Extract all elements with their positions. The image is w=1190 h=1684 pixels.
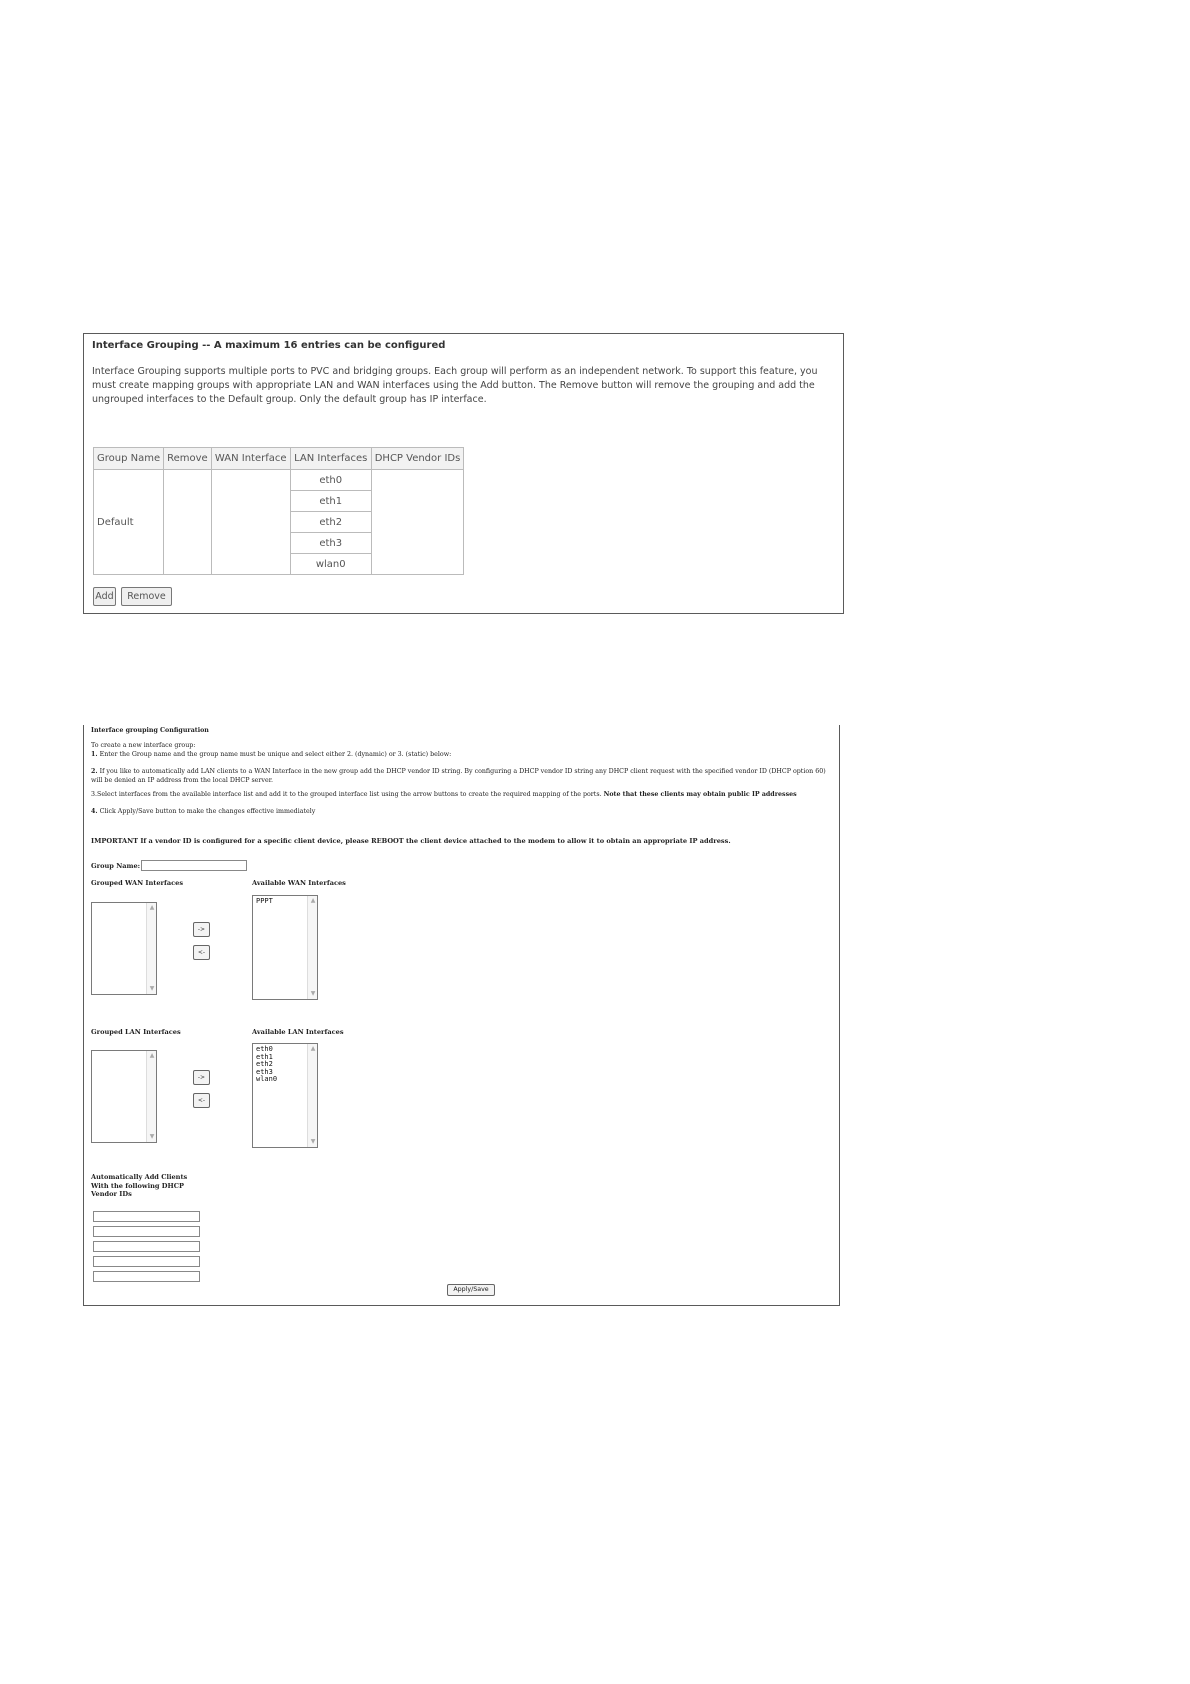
panel-description: Interface Grouping supports multiple ports to PVC and bridging groups. Each group will perform as an independent network. To support this feature, you must create mapping groups with appropriate LAN and WAN interfaces using the Add button. The Remove button will remove the grouping and add the ungrouped interfaces to the Default group. Only the default group has IP interface. <box>92 366 818 405</box>
scrollbar[interactable] <box>146 1051 156 1142</box>
scroll-up-icon[interactable]: ▲ <box>149 1052 155 1059</box>
remove-button[interactable]: Remove <box>121 587 172 606</box>
auto-add-clients-label: Automatically Add Clients With the following DHCP Vendor IDs <box>91 1173 188 1198</box>
scrollbar[interactable] <box>146 903 156 994</box>
step-4-number: 4. <box>91 808 98 815</box>
config-intro: To create a new interface group: <box>91 742 196 749</box>
scroll-down-icon[interactable]: ▼ <box>310 1138 316 1145</box>
step-4 <box>91 808 315 815</box>
col-lan-interfaces: LAN Interfaces <box>290 448 371 470</box>
scroll-down-icon[interactable]: ▼ <box>149 1133 155 1140</box>
col-group-name: Group Name <box>94 448 164 470</box>
config-title: Interface grouping Configuration <box>91 727 209 734</box>
available-lan-listbox[interactable] <box>252 1043 318 1148</box>
list-option[interactable]: PPPT <box>256 897 273 905</box>
scrollbar[interactable] <box>307 896 317 999</box>
group-name-cell: Default <box>94 470 164 575</box>
grouped-lan-listbox[interactable] <box>91 1050 157 1143</box>
scroll-down-icon[interactable]: ▼ <box>310 990 316 997</box>
important-notice: IMPORTANT If a vendor ID is configured for a specific client device, please REBOOT the client device attached to the modem to allow it to obtain an appropriate IP address. <box>91 837 731 845</box>
step-2 <box>91 767 836 785</box>
remove-wan-button[interactable]: <- <box>193 945 210 960</box>
vendor-id-input[interactable] <box>93 1211 200 1222</box>
step-2-number: 2. <box>91 768 98 775</box>
grouping-table <box>93 447 464 575</box>
panel-title: Interface Grouping -- A maximum 16 entries can be configured <box>92 340 446 351</box>
grouped-wan-listbox[interactable] <box>91 902 157 995</box>
available-wan-listbox[interactable] <box>252 895 318 1000</box>
scroll-up-icon[interactable]: ▲ <box>310 897 316 904</box>
apply-save-button[interactable]: Apply/Save <box>447 1284 495 1296</box>
list-option[interactable]: eth2 <box>256 1060 273 1068</box>
lan-interface-cell: eth3 <box>290 533 371 554</box>
step-3-note: Note that these clients may obtain public IP addresses <box>603 791 797 798</box>
scroll-down-icon[interactable]: ▼ <box>149 985 155 992</box>
remove-cell <box>164 470 212 575</box>
list-option[interactable]: wlan0 <box>256 1075 278 1083</box>
group-name-label: Group Name: <box>91 862 141 870</box>
grouped-lan-label: Grouped LAN Interfaces <box>91 1028 181 1036</box>
list-option[interactable]: eth1 <box>256 1052 273 1061</box>
dhcp-vendor-ids-cell <box>371 470 464 575</box>
interface-grouping-panel <box>83 333 844 614</box>
scroll-up-icon[interactable]: ▲ <box>149 904 155 911</box>
col-remove: Remove <box>164 448 212 470</box>
col-wan-interface: WAN Interface <box>211 448 290 470</box>
vendor-id-input[interactable] <box>93 1226 200 1237</box>
lan-interface-cell: eth1 <box>290 491 371 512</box>
grouped-wan-label: Grouped WAN Interfaces <box>91 879 184 887</box>
interface-grouping-config-panel <box>83 725 840 1306</box>
lan-interface-cell: eth2 <box>290 512 371 533</box>
scroll-up-icon[interactable]: ▲ <box>310 1045 316 1052</box>
step-2-text: If you like to automatically add LAN clients to a WAN Interface in the new group add the DHCP vendor ID string. By configuring a DHCP vendor ID string any DHCP client request with the specified vendor ID (DHCP option 60) will be denied an IP address from the local DHCP server. <box>91 768 826 784</box>
step-3 <box>91 791 797 798</box>
list-option[interactable]: eth3 <box>256 1067 273 1076</box>
step-1-text: Enter the Group name and the group name must be unique and select either 2. (dynamic) or 3. (static) below: <box>99 751 452 758</box>
vendor-id-input[interactable] <box>93 1256 200 1267</box>
list-option[interactable]: eth0 <box>256 1045 273 1053</box>
vendor-id-input[interactable] <box>93 1241 200 1252</box>
remove-lan-button[interactable]: <- <box>193 1093 210 1108</box>
col-dhcp-vendor-ids: DHCP Vendor IDs <box>371 448 464 470</box>
step-1 <box>91 751 451 758</box>
wan-interface-cell <box>211 470 290 575</box>
lan-interface-cell: eth0 <box>290 470 371 491</box>
add-button[interactable]: Add <box>93 587 116 606</box>
step-4-text: Click Apply/Save button to make the changes effective immediately <box>99 808 316 815</box>
available-wan-label: Available WAN Interfaces <box>252 879 346 887</box>
group-name-input[interactable] <box>141 860 247 871</box>
add-lan-button[interactable]: -> <box>193 1070 210 1085</box>
lan-interface-cell: wlan0 <box>290 554 371 575</box>
vendor-id-input[interactable] <box>93 1271 200 1282</box>
table-row <box>94 470 464 491</box>
add-wan-button[interactable]: -> <box>193 922 210 937</box>
scrollbar[interactable] <box>307 1044 317 1147</box>
step-1-number: 1. <box>91 751 98 758</box>
table-header-row <box>94 448 464 470</box>
step-3-text: 3.Select interfaces from the available interface list and add it to the grouped interface list using the arrow buttons to create the required mapping of the ports. <box>91 791 602 798</box>
available-lan-label: Available LAN Interfaces <box>252 1028 344 1036</box>
